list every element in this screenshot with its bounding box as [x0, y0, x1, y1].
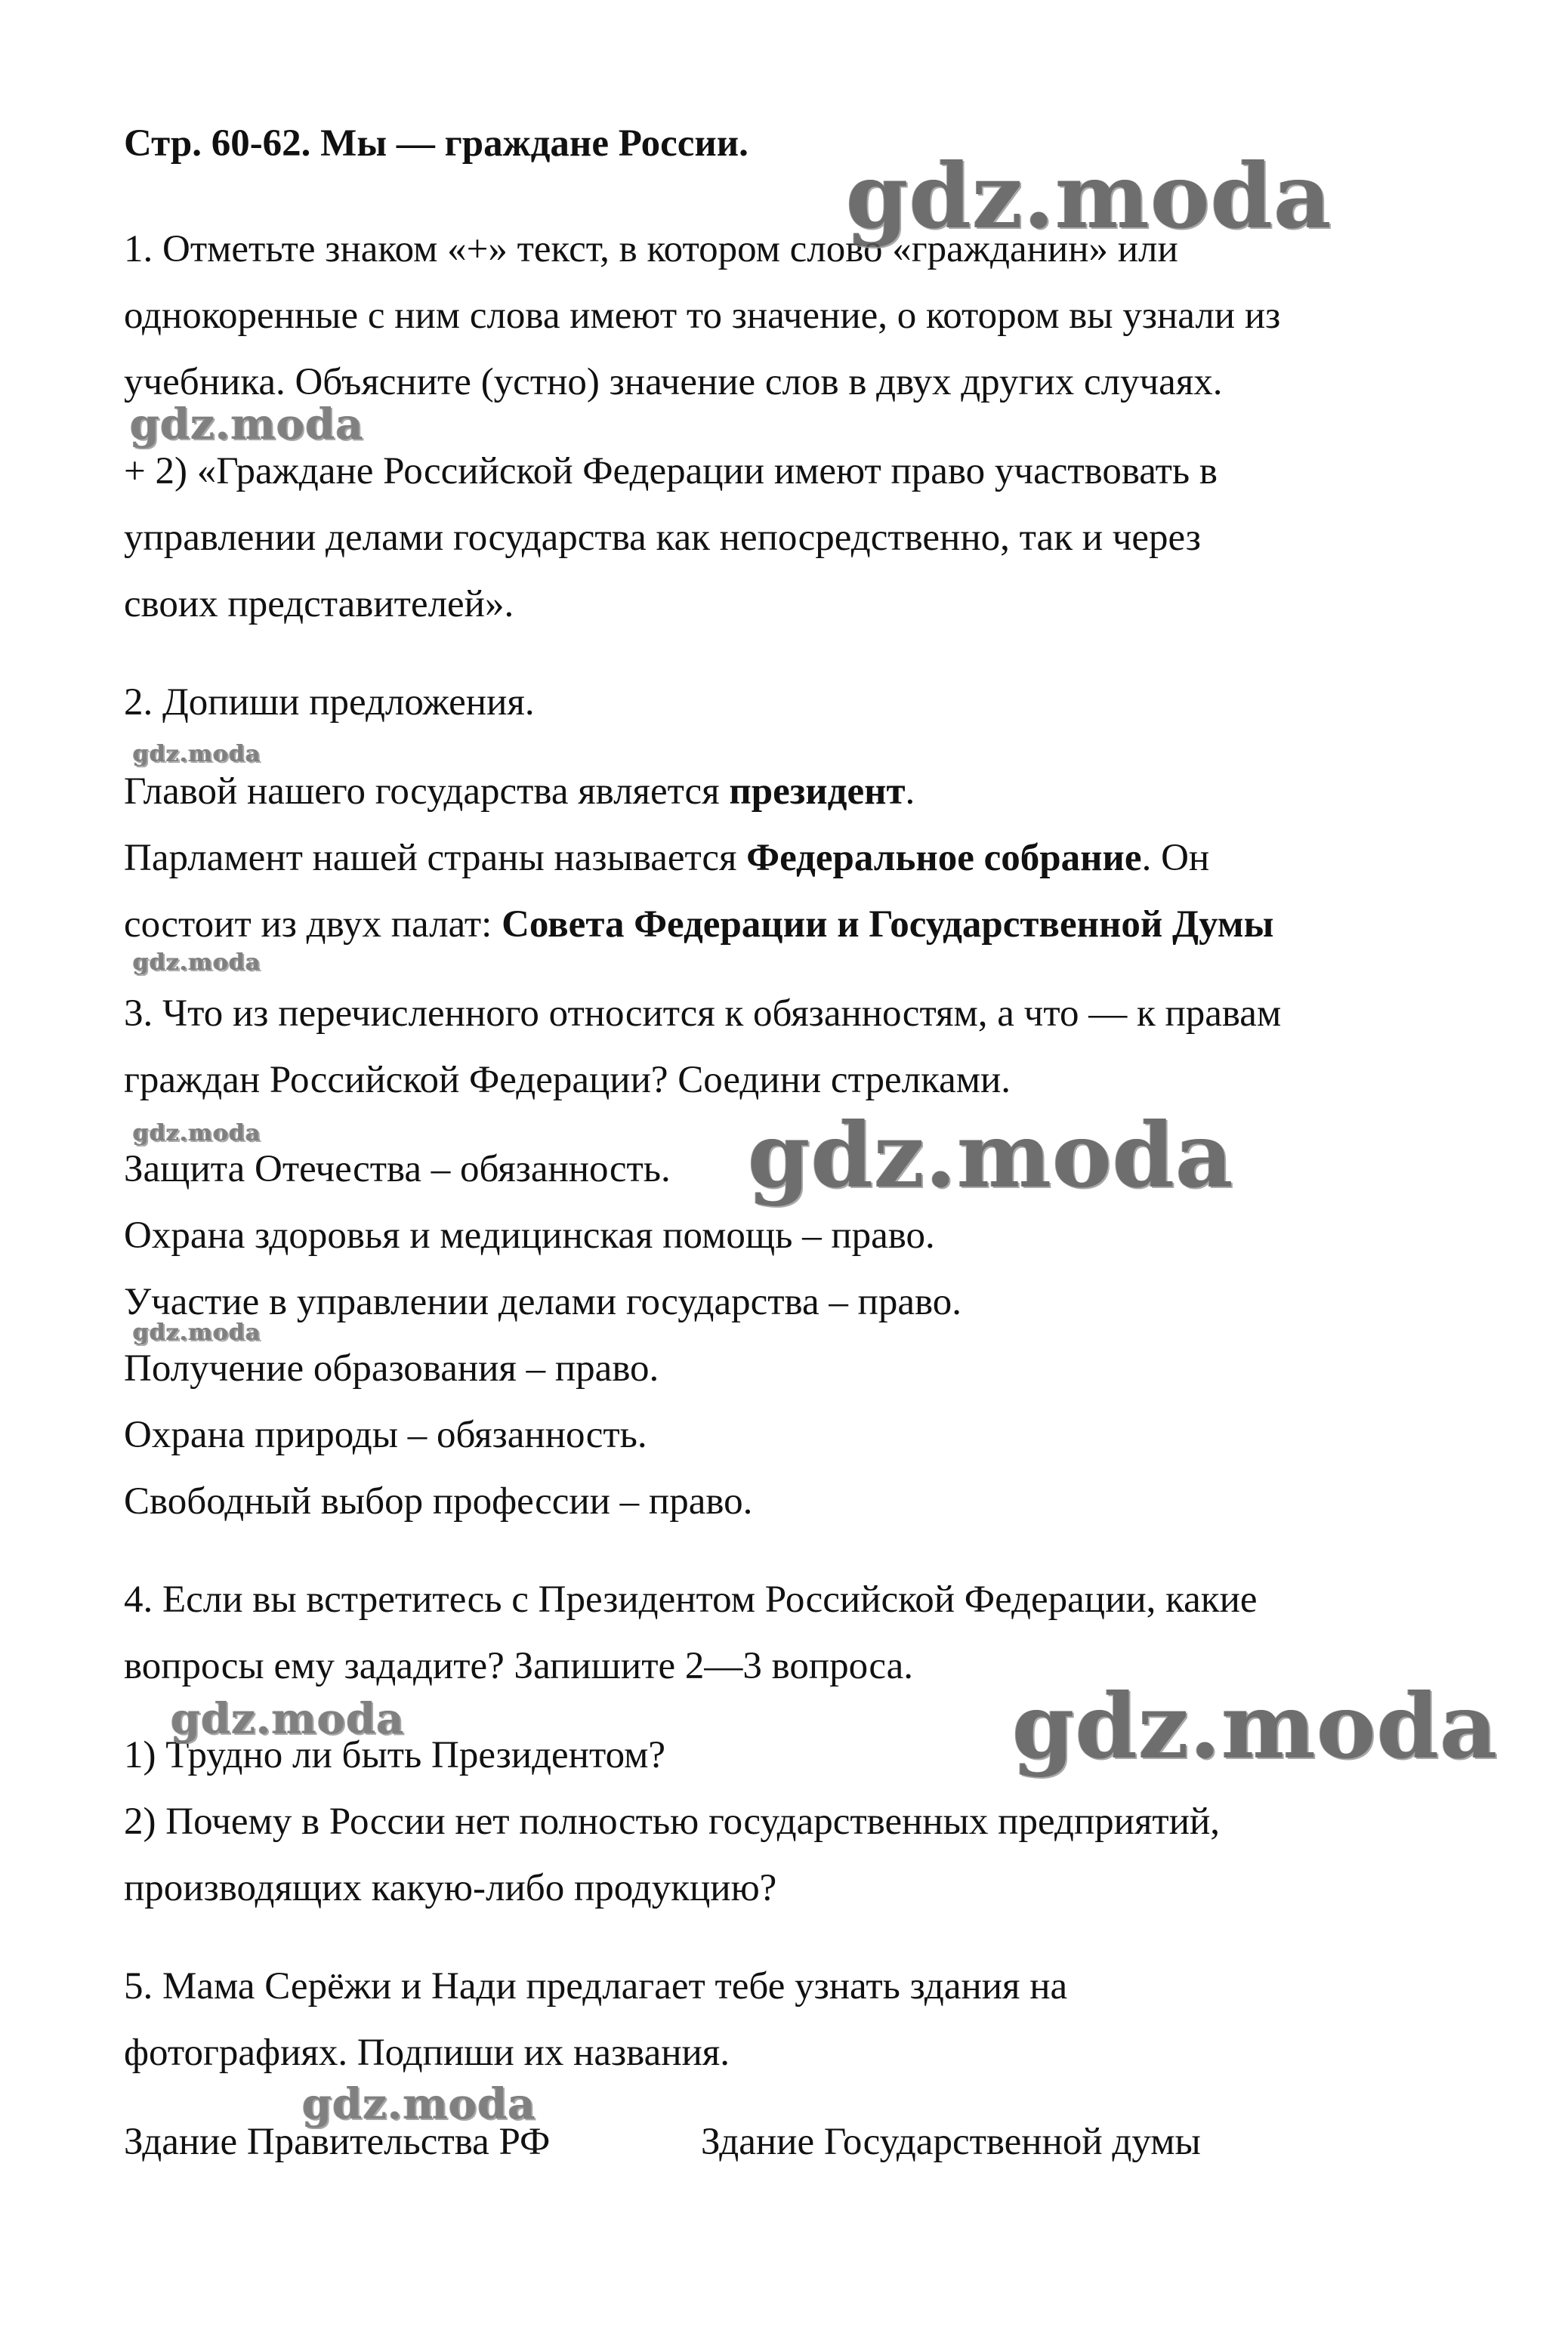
- q1-answer-3: своих представителей».: [124, 583, 514, 625]
- q5-building-1: Здание Правительства РФ: [124, 2121, 551, 2163]
- q2-s3-answer: Совета Федерации и Государственной Думы: [502, 903, 1274, 946]
- watermark-logo: gdz.moda: [133, 741, 261, 767]
- watermark-logo: gdz.moda: [846, 144, 1332, 248]
- watermark-logo: gdz.moda: [133, 1319, 261, 1346]
- q4-answer-2: 2) Почему в России нет полностью государственных предприятий,: [124, 1801, 1221, 1843]
- q3-line-2: граждан Российской Федерации? Соедини стрелками.: [124, 1059, 1011, 1101]
- q2-s1-text: Главой нашего государства является: [124, 770, 730, 813]
- q4-line-1: 4. Если вы встретитесь с Президентом Российской Федерации, какие: [124, 1579, 1258, 1621]
- q2-s2-answer: Федеральное собрание: [746, 837, 1142, 879]
- q4-answer-3: производящих какую-либо продукцию?: [124, 1867, 777, 1909]
- q1-line-2: однокоренные с ним слова имеют то значение, о котором вы узнали из: [124, 295, 1281, 337]
- q2-s3-text: состоит из двух палат:: [124, 903, 502, 946]
- q2-s1-answer: президент: [729, 770, 906, 813]
- q2-sentence-3: [124, 902, 1273, 947]
- q3-item-5: Охрана природы – обязанность.: [124, 1414, 647, 1456]
- watermark-logo: gdz.moda: [302, 2079, 536, 2129]
- q5-line-1: 5. Мама Серёжи и Нади предлагает тебе узнать здания на: [124, 1965, 1068, 2008]
- q1-line-1: 1. Отметьте знаком «+» текст, в котором слово «гражданин» или: [124, 228, 1178, 270]
- q5-line-2: фотографиях. Подпиши их названия.: [124, 2032, 730, 2074]
- watermark-logo: gdz.moda: [130, 400, 364, 449]
- q4-line-2: вопросы ему зададите? Запишите 2—3 вопроса.: [124, 1645, 914, 1687]
- watermark-logo: gdz.moda: [133, 949, 261, 976]
- q3-item-3: Участие в управлении делами государства – право.: [124, 1281, 962, 1323]
- q2-s2-text: Парламент нашей страны называется: [124, 837, 747, 879]
- q3-item-4: Получение образования – право.: [124, 1347, 659, 1390]
- watermark-logo: gdz.moda: [133, 1120, 261, 1146]
- page-title: Стр. 60-62. Мы — граждане России.: [124, 122, 749, 165]
- q2-prompt: 2. Допиши предложения.: [124, 681, 535, 724]
- q2-sentence-2: [124, 835, 1209, 881]
- q2-s1-end: .: [905, 770, 915, 813]
- q3-item-1: Защита Отечества – обязанность.: [124, 1148, 671, 1190]
- q3-line-1: 3. Что из перечисленного относится к обязанностям, а что — к правам: [124, 992, 1282, 1035]
- q3-item-2: Охрана здоровья и медицинская помощь – право.: [124, 1214, 935, 1257]
- q1-answer-1: + 2) «Граждане Российской Федерации имеют право участвовать в: [124, 450, 1218, 492]
- q1-answer-2: управлении делами государства как непосредственно, так и через: [124, 517, 1201, 559]
- watermark-logo: gdz.moda: [171, 1694, 405, 1744]
- q4-answer-1: 1) Трудно ли быть Президентом?: [124, 1734, 666, 1776]
- q3-item-6: Свободный выбор профессии – право.: [124, 1480, 753, 1523]
- q2-sentence-1: [124, 769, 915, 814]
- watermark-logo: gdz.moda: [748, 1103, 1234, 1208]
- q2-s2-end: . Он: [1141, 837, 1210, 879]
- q1-line-3: учебника. Объясните (устно) значение слов в двух других случаях.: [124, 361, 1223, 403]
- watermark-logo: gdz.moda: [1012, 1674, 1499, 1779]
- q5-building-2: Здание Государственной думы: [701, 2121, 1201, 2163]
